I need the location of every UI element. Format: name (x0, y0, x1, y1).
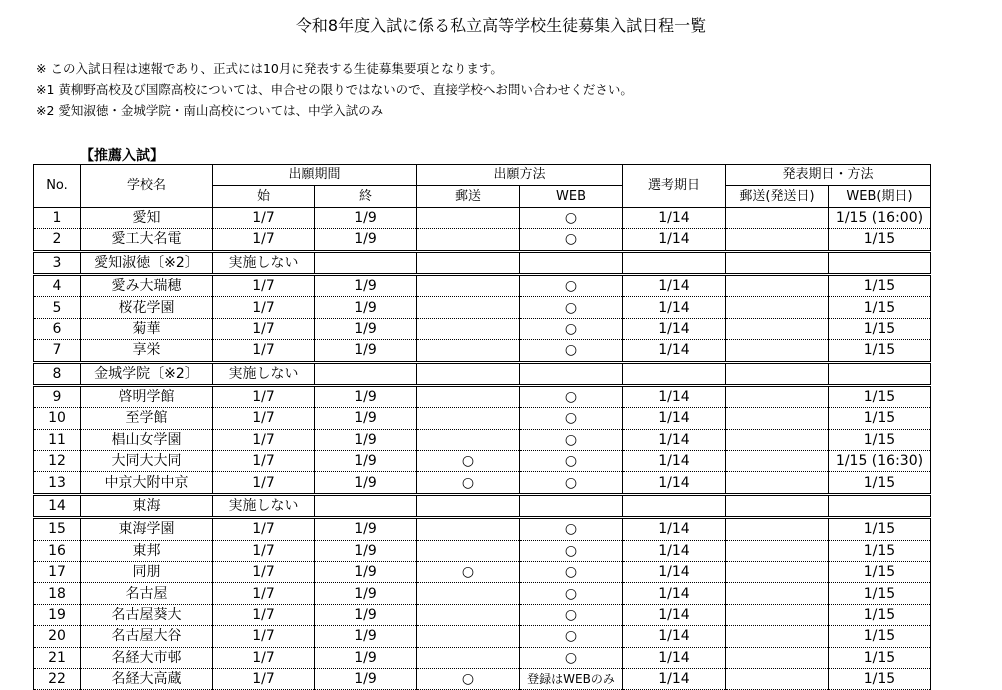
row-end: 1/9 (315, 340, 417, 362)
row-announce-mail (726, 451, 829, 472)
row-exam-date (623, 494, 726, 517)
row-start: 1/7 (213, 626, 315, 647)
row-mail (417, 274, 520, 296)
row-exam-date: 1/14 (623, 451, 726, 472)
row-announce-web: 1/15 (829, 385, 931, 407)
row-announce-web: 1/15 (829, 518, 931, 540)
table-row (34, 207, 931, 228)
row-end: 1/9 (315, 318, 417, 339)
row-announce-web: 1/15 (829, 583, 931, 604)
row-start: 1/7 (213, 207, 315, 228)
row-school: 名古屋葵大 (81, 604, 213, 625)
row-school: 名古屋 (81, 583, 213, 604)
row-exam-date: 1/14 (623, 562, 726, 583)
table-row (34, 297, 931, 318)
row-exam-date (623, 362, 726, 385)
row-start: 1/7 (213, 604, 315, 625)
row-web: ○ (520, 540, 623, 561)
row-no: 17 (34, 562, 81, 583)
row-web: ○ (520, 429, 623, 450)
row-start: 1/7 (213, 318, 315, 339)
row-mail: ○ (417, 562, 520, 583)
row-start: 1/7 (213, 472, 315, 494)
row-no: 5 (34, 297, 81, 318)
header-web: WEB (520, 186, 623, 207)
row-exam-date: 1/14 (623, 385, 726, 407)
row-exam-date: 1/14 (623, 518, 726, 540)
row-mail (417, 340, 520, 362)
row-web: ○ (520, 274, 623, 296)
row-end: 1/9 (315, 451, 417, 472)
table-row (34, 540, 931, 561)
row-announce-web (829, 251, 931, 274)
row-school: 桜花学園 (81, 297, 213, 318)
row-announce-mail (726, 385, 829, 407)
row-announce-mail (726, 362, 829, 385)
row-mail (417, 251, 520, 274)
row-exam-date (623, 251, 726, 274)
row-announce-web: 1/15 (829, 297, 931, 318)
row-no: 15 (34, 518, 81, 540)
row-announce-mail (726, 207, 829, 228)
note-3: ※2 愛知淑徳・金城学院・南山高校については、中学入試のみ (36, 103, 384, 118)
row-school: 金城学院〔※2〕 (81, 362, 213, 385)
row-no: 3 (34, 251, 81, 274)
table-row (34, 362, 931, 385)
row-mail (417, 362, 520, 385)
row-end: 1/9 (315, 229, 417, 251)
row-school: 大同大大同 (81, 451, 213, 472)
row-school: 至学館 (81, 408, 213, 429)
table-row (34, 318, 931, 339)
row-no: 14 (34, 494, 81, 517)
row-end: 1/9 (315, 207, 417, 228)
row-mail: ○ (417, 472, 520, 494)
row-end: 1/9 (315, 626, 417, 647)
row-school: 愛知 (81, 207, 213, 228)
row-web: ○ (520, 583, 623, 604)
table-row (34, 274, 931, 296)
row-web: ○ (520, 472, 623, 494)
table-row (34, 668, 931, 689)
row-announce-mail (726, 297, 829, 318)
table-row (34, 494, 931, 517)
row-web: ○ (520, 647, 623, 668)
row-web: ○ (520, 385, 623, 407)
row-start: 1/7 (213, 385, 315, 407)
row-exam-date: 1/14 (623, 318, 726, 339)
header-mail: 郵送 (417, 186, 520, 207)
row-no: 13 (34, 472, 81, 494)
row-no: 11 (34, 429, 81, 450)
table-row (34, 472, 931, 494)
row-mail (417, 385, 520, 407)
row-no: 1 (34, 207, 81, 228)
row-announce-mail (726, 668, 829, 689)
row-start: 1/7 (213, 429, 315, 450)
row-mail (417, 583, 520, 604)
row-no: 8 (34, 362, 81, 385)
row-end: 1/9 (315, 408, 417, 429)
row-school: 東海 (81, 494, 213, 517)
row-start: 1/7 (213, 451, 315, 472)
row-school: 名古屋大谷 (81, 626, 213, 647)
table-row (34, 451, 931, 472)
row-no: 6 (34, 318, 81, 339)
row-announce-web: 1/15 (829, 562, 931, 583)
row-announce-mail (726, 229, 829, 251)
row-announce-web: 1/15 (16:30) (829, 451, 931, 472)
row-no: 18 (34, 583, 81, 604)
row-end: 1/9 (315, 297, 417, 318)
row-announce-web: 1/15 (829, 540, 931, 561)
row-mail (417, 429, 520, 450)
row-no: 4 (34, 274, 81, 296)
table-row (34, 340, 931, 362)
row-announce-web: 1/15 (829, 318, 931, 339)
table-row (34, 562, 931, 583)
row-no: 19 (34, 604, 81, 625)
row-announce-web (829, 494, 931, 517)
row-mail (417, 408, 520, 429)
row-web: ○ (520, 207, 623, 228)
row-end: 1/9 (315, 274, 417, 296)
row-exam-date: 1/14 (623, 207, 726, 228)
row-school: 菊華 (81, 318, 213, 339)
row-end: 1/9 (315, 540, 417, 561)
row-school: 愛み大瑞穂 (81, 274, 213, 296)
schedule-table (33, 164, 931, 690)
header-end: 終 (315, 186, 417, 207)
row-mail (417, 604, 520, 625)
row-exam-date: 1/14 (623, 229, 726, 251)
row-school: 名経大市邨 (81, 647, 213, 668)
row-announce-mail (726, 626, 829, 647)
row-exam-date: 1/14 (623, 297, 726, 318)
table-row (34, 229, 931, 251)
row-end: 1/9 (315, 668, 417, 689)
row-announce-mail (726, 408, 829, 429)
row-school: 愛知淑徳〔※2〕 (81, 251, 213, 274)
row-no: 21 (34, 647, 81, 668)
row-end (315, 494, 417, 517)
row-not-held: 実施しない (213, 251, 315, 274)
row-announce-web: 1/15 (829, 274, 931, 296)
row-announce-mail (726, 604, 829, 625)
row-web (520, 362, 623, 385)
row-announce-web: 1/15 (829, 429, 931, 450)
row-no: 10 (34, 408, 81, 429)
row-announce-web: 1/15 (16:00) (829, 207, 931, 228)
table-row (34, 626, 931, 647)
row-mail (417, 647, 520, 668)
row-web: ○ (520, 518, 623, 540)
row-web (520, 251, 623, 274)
row-mail (417, 297, 520, 318)
row-mail (417, 494, 520, 517)
row-no: 12 (34, 451, 81, 472)
row-school: 名経大高蔵 (81, 668, 213, 689)
row-mail (417, 540, 520, 561)
table-row (34, 518, 931, 540)
row-announce-mail (726, 562, 829, 583)
row-exam-date: 1/14 (623, 668, 726, 689)
row-school: 享栄 (81, 340, 213, 362)
table-row (34, 251, 931, 274)
row-announce-web: 1/15 (829, 647, 931, 668)
row-no: 9 (34, 385, 81, 407)
table-row (34, 647, 931, 668)
row-no: 7 (34, 340, 81, 362)
row-start: 1/7 (213, 583, 315, 604)
row-exam-date: 1/14 (623, 583, 726, 604)
row-announce-mail (726, 274, 829, 296)
row-web: 登録はWEBのみ (520, 668, 623, 689)
row-exam-date: 1/14 (623, 626, 726, 647)
row-web: ○ (520, 297, 623, 318)
row-mail: ○ (417, 451, 520, 472)
row-announce-mail (726, 494, 829, 517)
row-school: 椙山女学園 (81, 429, 213, 450)
row-start: 1/7 (213, 297, 315, 318)
row-web (520, 494, 623, 517)
row-school: 中京大附中京 (81, 472, 213, 494)
row-no: 20 (34, 626, 81, 647)
row-web: ○ (520, 318, 623, 339)
row-no: 16 (34, 540, 81, 561)
header-period: 出願期間 (213, 165, 417, 186)
page-title: 令和8年度入試に係る私立高等学校生徒募集入試日程一覧 (295, 16, 707, 35)
row-start: 1/7 (213, 340, 315, 362)
header-start: 始 (213, 186, 315, 207)
table-row (34, 408, 931, 429)
row-start: 1/7 (213, 668, 315, 689)
row-end: 1/9 (315, 518, 417, 540)
header-exam-date: 選考期日 (623, 165, 726, 208)
row-announce-mail (726, 518, 829, 540)
row-start: 1/7 (213, 408, 315, 429)
section-title: 【推薦入試】 (80, 148, 164, 164)
row-announce-web (829, 362, 931, 385)
row-school: 同朋 (81, 562, 213, 583)
row-start: 1/7 (213, 540, 315, 561)
row-exam-date: 1/14 (623, 429, 726, 450)
row-announce-mail (726, 583, 829, 604)
row-web: ○ (520, 229, 623, 251)
row-exam-date: 1/14 (623, 472, 726, 494)
row-announce-web: 1/15 (829, 626, 931, 647)
row-mail (417, 229, 520, 251)
row-end: 1/9 (315, 429, 417, 450)
row-start: 1/7 (213, 229, 315, 251)
row-announce-mail (726, 340, 829, 362)
header-school: 学校名 (81, 165, 213, 208)
row-web: ○ (520, 604, 623, 625)
row-mail (417, 626, 520, 647)
row-web: ○ (520, 451, 623, 472)
row-end: 1/9 (315, 472, 417, 494)
row-announce-web: 1/15 (829, 472, 931, 494)
row-exam-date: 1/14 (623, 340, 726, 362)
note-2: ※1 黄柳野高校及び国際高校については、申合せの限りではないので、直接学校へお問い合わせください。 (36, 82, 633, 97)
row-start: 1/7 (213, 274, 315, 296)
row-end: 1/9 (315, 583, 417, 604)
row-exam-date: 1/14 (623, 408, 726, 429)
row-end: 1/9 (315, 562, 417, 583)
row-mail (417, 318, 520, 339)
header-announce-mail: 郵送(発送日) (726, 186, 829, 207)
row-school: 東邦 (81, 540, 213, 561)
row-exam-date: 1/14 (623, 604, 726, 625)
table-row (34, 385, 931, 407)
row-no: 22 (34, 668, 81, 689)
row-end (315, 251, 417, 274)
row-mail (417, 518, 520, 540)
row-end: 1/9 (315, 385, 417, 407)
row-exam-date: 1/14 (623, 540, 726, 561)
row-announce-mail (726, 429, 829, 450)
row-announce-web: 1/15 (829, 340, 931, 362)
row-exam-date: 1/14 (623, 647, 726, 668)
row-mail (417, 207, 520, 228)
row-web: ○ (520, 408, 623, 429)
row-announce-web: 1/15 (829, 408, 931, 429)
row-announce-mail (726, 647, 829, 668)
row-not-held: 実施しない (213, 494, 315, 517)
table-row (34, 604, 931, 625)
row-announce-mail (726, 318, 829, 339)
row-end: 1/9 (315, 604, 417, 625)
row-announce-mail (726, 472, 829, 494)
row-school: 愛工大名電 (81, 229, 213, 251)
schedule-rows (34, 207, 931, 690)
row-start: 1/7 (213, 562, 315, 583)
row-web: ○ (520, 562, 623, 583)
row-not-held: 実施しない (213, 362, 315, 385)
table-row (34, 429, 931, 450)
row-school: 啓明学館 (81, 385, 213, 407)
row-web: ○ (520, 340, 623, 362)
row-announce-web: 1/15 (829, 604, 931, 625)
row-mail: ○ (417, 668, 520, 689)
table-row (34, 583, 931, 604)
note-1: ※ この入試日程は速報であり、正式には10月に発表する生徒募集要項となります。 (36, 61, 503, 76)
row-exam-date: 1/14 (623, 274, 726, 296)
row-start: 1/7 (213, 647, 315, 668)
row-announce-web: 1/15 (829, 229, 931, 251)
row-announce-mail (726, 251, 829, 274)
header-announce-web: WEB(期日) (829, 186, 931, 207)
row-web: ○ (520, 626, 623, 647)
row-start: 1/7 (213, 518, 315, 540)
row-school: 東海学園 (81, 518, 213, 540)
row-announce-mail (726, 540, 829, 561)
header-no: No. (34, 165, 81, 208)
notes (36, 58, 633, 121)
header-announce: 発表期日・方法 (726, 165, 931, 186)
header-method: 出願方法 (417, 165, 623, 186)
row-announce-web: 1/15 (829, 668, 931, 689)
row-no: 2 (34, 229, 81, 251)
row-end (315, 362, 417, 385)
row-end: 1/9 (315, 647, 417, 668)
